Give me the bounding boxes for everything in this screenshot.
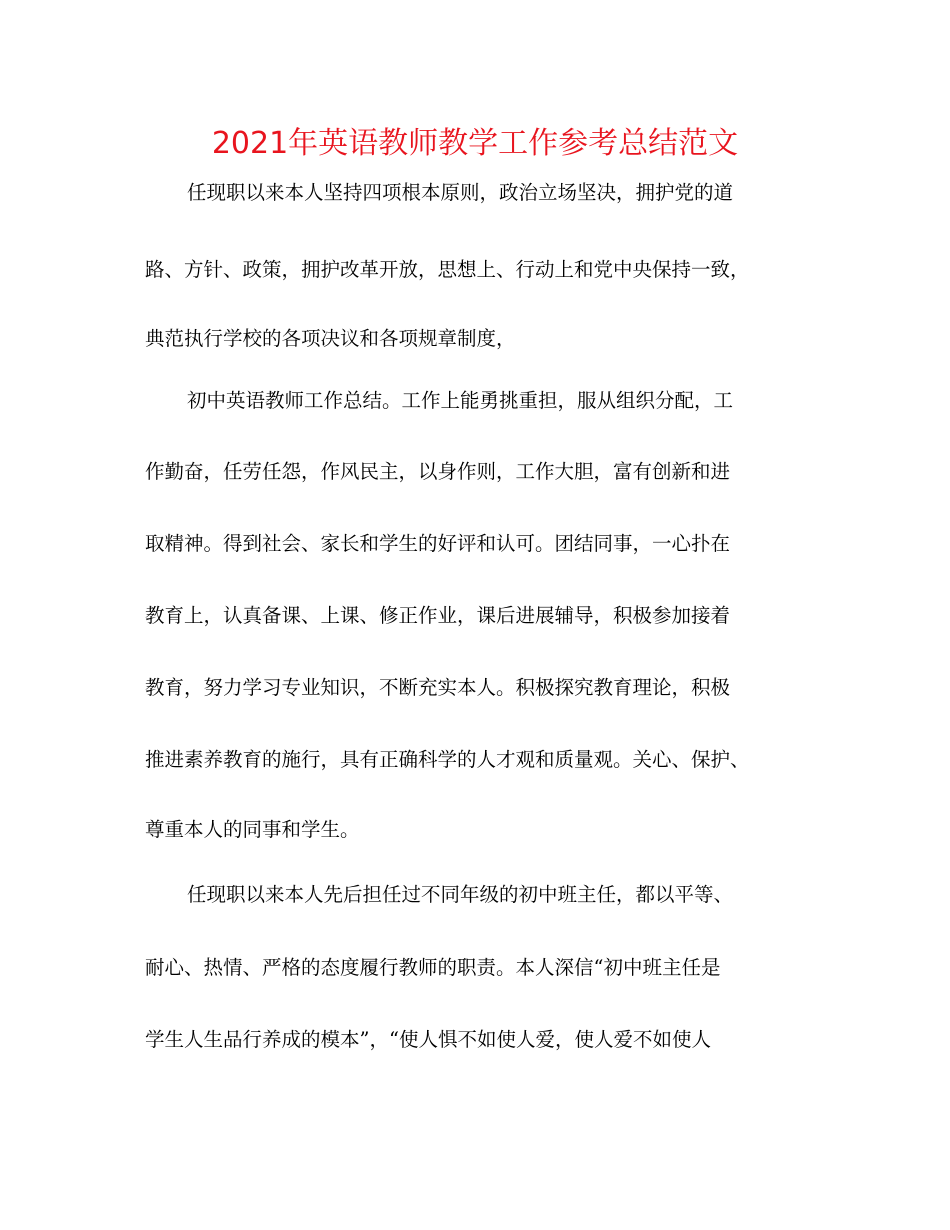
paragraph-1-line-2: 路、方针、政策，拥护改革开放，思想上、行动上和党中央保持一致， [145,258,750,281]
paragraph-1-line-3: 典范执行学校的各项决议和各项规章制度， [145,327,516,350]
document-title: 2021年英语教师教学工作参考总结范文 [211,126,739,161]
paragraph-3-line-2: 耐心、热情、严格的态度履行教师的职责。本人深信“初中班主任是 [145,956,721,979]
paragraph-2-line-1: 初中英语教师工作总结。工作上能勇挑重担，服从组织分配，工 [187,389,734,412]
paragraph-2-line-4: 教育上，认真备课、上课、修正作业，课后进展辅导，积极参加接着 [145,604,731,627]
paragraph-2-line-2: 作勤奋，任劳任怨，作风民主，以身作则，工作大胆，富有创新和进 [145,460,731,483]
paragraph-3-line-3: 学生人生品行养成的模本”，“使人惧不如使人爱，使人爱不如使人 [145,1028,711,1051]
paragraph-2-line-3: 取精神。得到社会、家长和学生的好评和认可。团结同事，一心扑在 [145,532,731,555]
paragraph-2-line-5: 教育，努力学习专业知识，不断充实本人。积极探究教育理论，积极 [145,676,731,699]
paragraph-1-line-1: 任现职以来本人坚持四项根本原则，政治立场坚决，拥护党的道 [187,181,734,204]
paragraph-2-line-6: 推进素养教育的施行，具有正确科学的人才观和质量观。关心、保护、 [145,748,750,771]
paragraph-2-line-7: 尊重本人的同事和学生。 [145,818,360,841]
paragraph-3-line-1: 任现职以来本人先后担任过不同年级的初中班主任，都以平等、 [187,883,734,906]
